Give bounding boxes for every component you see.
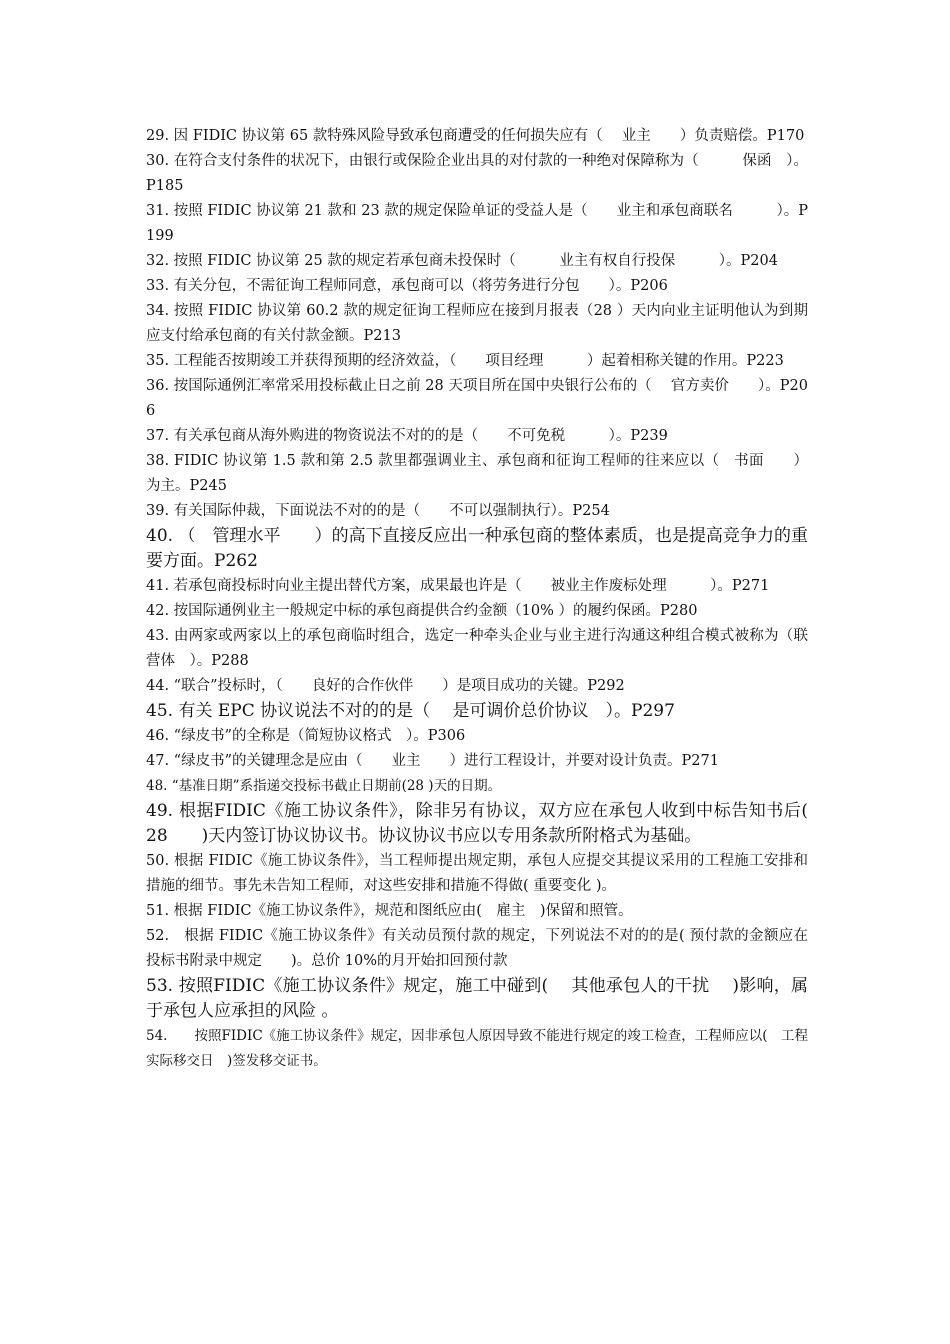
question-item: 54. 按照FIDIC《施工协议条件》规定，因非承包人原因导致不能进行规定的竣工检查，工程师应以( 工程实际移交日 )签发移交证书。 [146,1028,808,1069]
question-item: 53. 按照FIDIC《施工协议条件》规定，施工中碰到( 其他承包人的干扰 )影响，属于承包人应承担的风险 。 [146,976,808,1021]
question-item: 51. 根据 FIDIC《施工协议条件》，规范和图纸应由( 雇主 )保留和照管。 [146,903,633,919]
question-item: 35. 工程能否按期竣工并获得预期的经济效益，（ 项目经理 ）起着相称关键的作用。P223 [146,353,784,369]
question-item: 39. 有关国际仲裁，下面说法不对的的是（ 不可以强制执行）。P254 [146,503,610,519]
question-item: 41. 若承包商投标时向业主提出替代方案，成果最也许是（ 被业主作废标处理 ）。P271 [146,578,770,594]
question-item: 38. FIDIC 协议第 1.5 款和第 2.5 款里都强调业主、承包商和征询工程师的往来应以（ 书面 ）为主。P245 [146,453,808,494]
question-item: 52. 根据 FIDIC《施工协议条件》有关动员预付款的规定，下列说法不对的的是( 预付款的金额应在投标书附录中规定 )。总价 10%的月开始扣回预付款 [146,928,808,969]
question-item: 44. “联合”投标时，（ 良好的合作伙伴 ）是项目成功的关键。P292 [146,678,625,694]
question-item: 46. “绿皮书”的全称是（简短协议格式 ）。P306 [146,728,466,744]
question-item: 29. 因 FIDIC 协议第 65 款特殊风险导致承包商遭受的任何损失应有（ 业主 ）负责赔偿。P170 [146,128,805,144]
question-item: 37. 有关承包商从海外购进的物资说法不对的的是（ 不可免税 ）。P239 [146,428,668,444]
question-item: 36. 按国际通例汇率常采用投标截止日之前 28 天项目所在国中央银行公布的（ 官方卖价 ）。P206 [146,378,808,419]
question-item: 48. “基准日期”系指递交投标书截止日期前(28 )天的日期。 [146,778,502,794]
question-item: 40. （ 管理水平 ）的高下直接反应出一种承包商的整体素质，也是提高竞争力的重要方面。P262 [146,526,808,571]
question-item: 34. 按照 FIDIC 协议第 60.2 款的规定征询工程师应在接到月报表（28 ）天内向业主证明他认为到期应支付给承包商的有关付款金额。P213 [146,303,808,344]
question-item: 30. 在符合支付条件的状况下，由银行或保险企业出具的对付款的一种绝对保障称为（ 保函 ）。P185 [146,153,808,194]
question-item: 32. 按照 FIDIC 协议第 25 款的规定若承包商未投保时（ 业主有权自行投保 ）。P204 [146,253,778,269]
question-item: 47. “绿皮书”的关键理念是应由（ 业主 ）进行工程设计，并要对设计负责。P271 [146,753,719,769]
question-item: 33. 有关分包，不需征询工程师同意，承包商可以（将劳务进行分包 ）。P206 [146,278,668,294]
question-item: 42. 按国际通例业主一般规定中标的承包商提供合约金额（10% ）的履约保函。P280 [146,603,698,619]
question-item: 45. 有关 EPC 协议说法不对的的是（ 是可调价总价协议 ）。P297 [146,701,675,721]
question-item: 31. 按照 FIDIC 协议第 21 款和 23 款的规定保险单证的受益人是（ 业主和承包商联名 ）。P199 [146,203,808,244]
question-list [146,124,842,1074]
question-item: 50. 根据 FIDIC《施工协议条件》，当工程师提出规定期，承包人应提交其提议采用的工程施工安排和措施的细节。事先未告知工程师，对这些安排和措施不得做( 重要变化 )。 [146,853,808,894]
question-item: 49. 根据FIDIC《施工协议条件》，除非另有协议，双方应在承包人收到中标告知书后( 28 )天内签订协议协议书。协议协议书应以专用条款所附格式为基础。 [146,801,842,846]
question-item: 43. 由两家或两家以上的承包商临时组合，选定一种牵头企业与业主进行沟通这种组合模式被称为（联营体 ）。P288 [146,628,808,669]
